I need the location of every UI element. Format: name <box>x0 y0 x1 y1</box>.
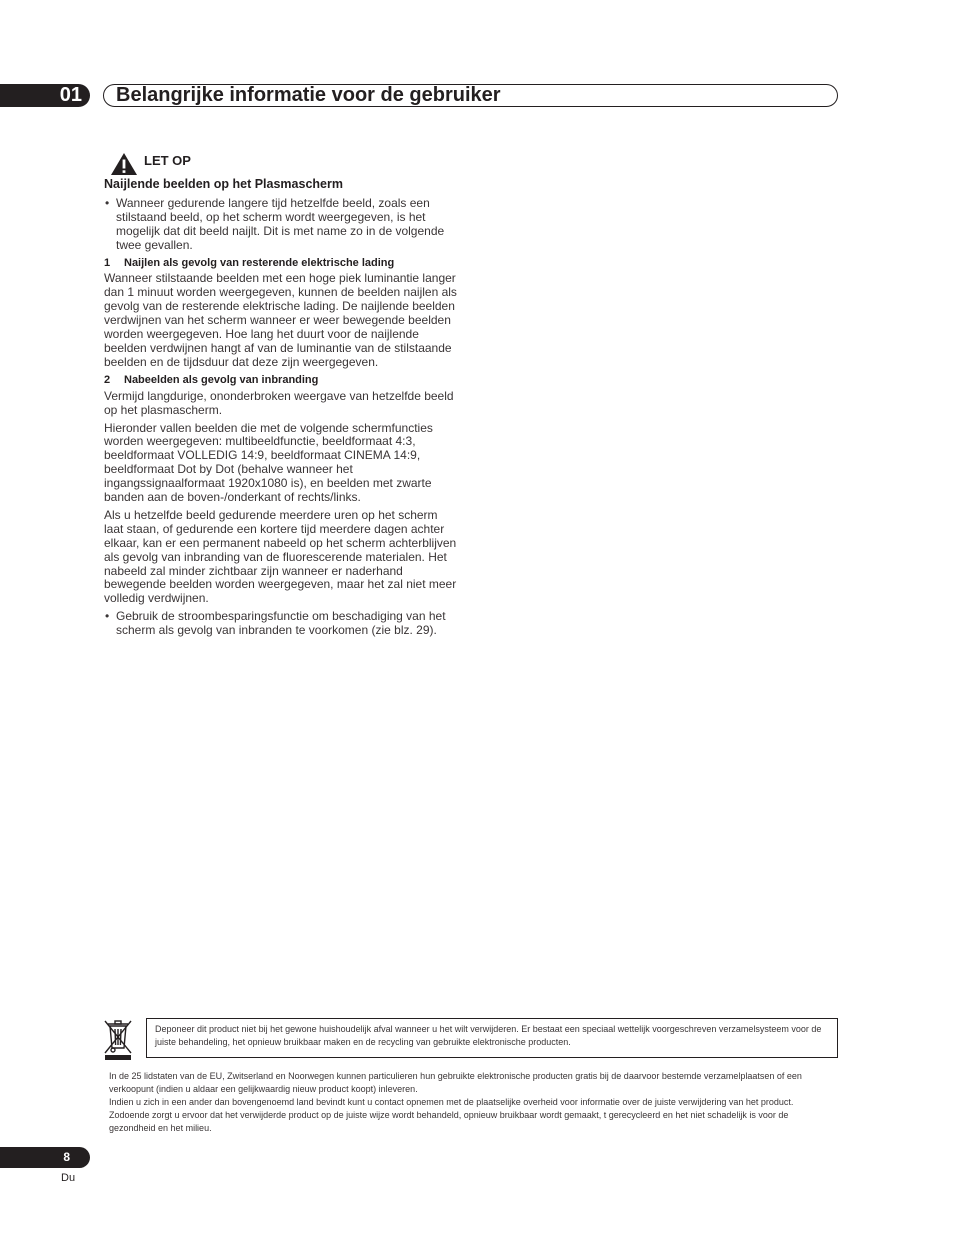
language-code: Du <box>61 1172 76 1184</box>
caution-label: LET OP <box>144 153 191 168</box>
section2-title: Nabeelden als gevolg van inbranding <box>124 373 319 386</box>
intro-list <box>104 197 460 253</box>
section2-paragraph-3: Als u hetzelfde beeld gedurende meerdere uren op het scherm laat staan, of gedurende een kortere tijd meerdere dagen achter elkaar, kan er een permanent nabeeld op het scherm achterblijven als gevolg van inbranding van de fluorescerende materialen. Het nabeeld zal minder zichtbaar zijn wanneer er naderhand bewegende beelden worden weergegeven, maar het zal niet meer volledig verdwijnen. <box>104 507 457 606</box>
intro-bullet: • Wanneer gedurende langere tijd hetzelfde beeld, zoals een stilstaand beeld, op het scherm wordt weergegeven, is het mogelijk dat dit beeld naijlt. Dit is met name zo in de volgende twee gevallen. <box>104 197 460 253</box>
page-number-tab: 8 <box>0 1147 90 1168</box>
weee-details <box>109 1070 837 1135</box>
section1-number: 1 <box>104 256 111 269</box>
weee-notice-box: Deponeer dit product niet bij het gewone huishoudelijk afval wanneer u het wilt verwijderen. Er bestaat een speciaal wettelijk voorgeschreven verzamelsysteem voor de juiste behandeling, het opnieuw bruikbaar maken en de recycling van gebruikte elektronische producten. <box>146 1018 838 1058</box>
section2-heading <box>104 374 460 388</box>
crossed-out-wheelie-bin-icon <box>102 1018 134 1062</box>
section2-paragraph-2: Hieronder vallen beelden die met de volgende schermfuncties worden weergegeven: multibeeldfunctie, beeldformaat 4:3, beeldformaat VOLLEDIG 14:9, beeldformaat CINEMA 14:9, beeldformaat Dot by Dot (behalve wanneer het ingangssignaalformaat 1920x1080 is), en beelden met zwarte banden aan de boven-/onderkant of rechts/links. <box>104 420 433 505</box>
section2-paragraph-1: Vermijd langdurige, ononderbroken weergave van hetzelfde beeld op het plasmascherm. <box>104 388 454 417</box>
caution-heading: Naijlende beelden op het Plasmascherm <box>104 177 343 191</box>
section1-heading <box>104 257 460 271</box>
section2-bullet: • Gebruik de stroombesparingsfunctie om beschadiging van het scherm als gevolg van inbranden te voorkomen (zie blz. 29). <box>104 610 460 638</box>
caution-column <box>104 152 460 642</box>
weee-line-1: In de 25 lidstaten van de EU, Zwitserland en Noorwegen kunnen particulieren hun gebruikte elektronische producten gratis bij de daarvoor bestemde verzamelplaatsen of een verkoopunt (indien u aldaar een gelijkwaardig nieuw product koopt) inleveren. <box>109 1071 802 1094</box>
weee-line-3: Zodoende zorgt u ervoor dat het verwijderde product op de juiste wijze wordt behandeld, opnieuw bruikbaar wordt gemaakt, t gerecycleerd en het niet schadelijk is voor de gezondheid en het milieu. <box>109 1110 789 1133</box>
section1-text: Wanneer stilstaande beelden met een hoge piek luminantie langer dan 1 minuut worden weergegeven, kunnen de beelden naijlen als gevolg van de resterende elektrische lading. De naijlende beelden verdwijnen van het scherm wanneer er weer bewegende beelden worden weergegeven. Hoe lang het duurt voor de naijlende beelden verdwijnen hangt af van de luminantie van de stilstaande beelden en de tijdsduur dat deze zijn weergegeven. <box>104 271 457 369</box>
chapter-title: Belangrijke informatie voor de gebruiker <box>103 84 838 107</box>
caution-header <box>104 152 460 178</box>
weee-line-2: Indien u zich in een ander dan bovengenoemd land bevindt kunt u contact opnemen met de plaatselijke overheid voor informatie over de juiste verwijdering van het product. <box>109 1097 794 1107</box>
chapter-number-tab: 01 <box>0 84 90 107</box>
section2-number: 2 <box>104 373 111 386</box>
warning-triangle-icon <box>110 152 138 176</box>
section2-list <box>104 610 460 638</box>
section1-title: Naijlen als gevolg van resterende elektrische lading <box>124 256 395 269</box>
